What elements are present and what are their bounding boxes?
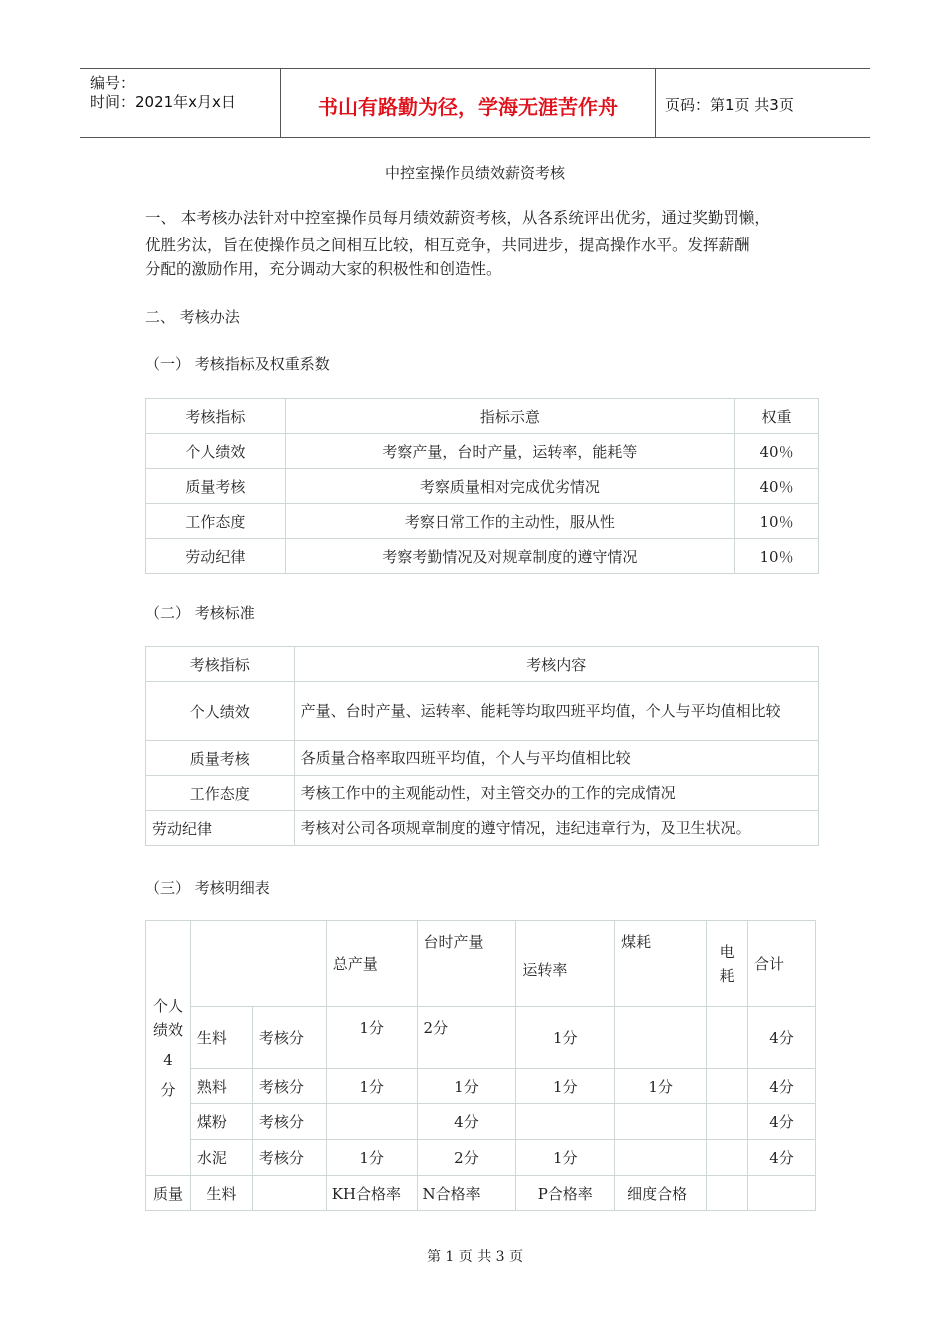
coal-header: 煤耗 <box>615 921 707 1007</box>
table-row <box>146 811 819 846</box>
header-cell: 考核指标 <box>146 647 295 682</box>
rate-cell: 1分 <box>516 1069 615 1104</box>
description-cell: 考察质量相对完成优劣情况 <box>285 469 734 504</box>
time-label: 时间：2021年x月x日 <box>90 93 236 111</box>
p-rate-cell: P合格率 <box>516 1176 615 1211</box>
power-cell <box>707 1007 748 1069</box>
standard-table <box>145 646 819 846</box>
material-cell: 生料 <box>190 1176 252 1211</box>
fineness-rate-cell: 细度合格 <box>615 1176 707 1211</box>
header-cell: 权重 <box>735 399 819 434</box>
document-header <box>80 68 870 138</box>
hourly-cell: 1分 <box>417 1069 516 1104</box>
content-cell: 考核对公司各项规章制度的遵守情况，违纪违章行为，及卫生状况。 <box>294 811 818 846</box>
material-cell: 水泥 <box>190 1140 252 1176</box>
header-cell: 考核内容 <box>294 647 818 682</box>
coal-cell: 1分 <box>615 1069 707 1104</box>
section1-line1: 一、 本考核办法针对中控室操作员每月绩效薪资考核，从各系统评出优劣，通过奖勤罚懒， <box>145 209 770 227</box>
empty-header-cell <box>190 921 326 1007</box>
empty-cell <box>252 1176 326 1211</box>
material-cell: 生料 <box>190 1007 252 1069</box>
rate-cell: 1分 <box>516 1007 615 1069</box>
table-row <box>146 539 819 574</box>
table-header-row <box>146 921 816 1007</box>
sum-cell: 4分 <box>748 1104 816 1140</box>
content-cell: 考核工作中的主观能动性，对主管交办的工作的完成情况 <box>294 776 818 811</box>
subsection3-heading: （三） 考核明细表 <box>145 879 270 897</box>
table-header-row <box>146 647 819 682</box>
power-header-line2: 耗 <box>719 966 735 985</box>
header-page-cell <box>655 69 870 137</box>
indicator-cell: 个人绩效 <box>146 434 286 469</box>
content-cell: 各质量合格率取四班平均值，个人与平均值相比较 <box>294 741 818 776</box>
indicator-cell: 工作态度 <box>146 504 286 539</box>
power-header-line1: 电 <box>719 942 735 961</box>
table-row <box>146 469 819 504</box>
content-cell: 产量、台时产量、运转率、能耗等均取四班平均值，个人与平均值相比较 <box>294 682 818 741</box>
group-label-line4: 分 <box>160 1081 176 1099</box>
n-rate-cell: N合格率 <box>417 1176 516 1211</box>
table-row <box>146 1007 816 1069</box>
page-label: 页码：第1页 共3页 <box>665 96 794 114</box>
indicator-cell: 工作态度 <box>146 776 295 811</box>
header-cell: 指标示意 <box>285 399 734 434</box>
coal-cell <box>615 1007 707 1069</box>
table-row <box>146 1140 816 1176</box>
sum-cell: 4分 <box>748 1007 816 1069</box>
quality-label-cell: 质量 <box>146 1176 191 1211</box>
coal-cell <box>615 1140 707 1176</box>
coal-cell <box>615 1104 707 1140</box>
material-cell: 熟料 <box>190 1069 252 1104</box>
indicator-cell: 劳动纪律 <box>146 539 286 574</box>
section1-line2: 优胜劣汰，旨在使操作员之间相互比较，相互竞争，共同进步，提高操作水平。发挥薪酬 <box>145 236 750 254</box>
quality-row <box>146 1176 816 1211</box>
indicator-cell: 质量考核 <box>146 469 286 504</box>
power-header <box>707 921 748 1007</box>
table-row <box>146 776 819 811</box>
operation-rate-header: 运转率 <box>516 921 615 1007</box>
detail-table <box>145 920 816 1211</box>
table-header-row <box>146 399 819 434</box>
table-row <box>146 504 819 539</box>
description-cell: 考察考勤情况及对规章制度的遵守情况 <box>285 539 734 574</box>
hourly-output-header: 台时产量 <box>417 921 516 1007</box>
page-footer: 第 1 页 共 3 页 <box>426 1249 524 1265</box>
subsection1-heading: （一） 考核指标及权重系数 <box>145 355 330 373</box>
type-cell: 考核分 <box>252 1104 326 1140</box>
power-cell <box>707 1104 748 1140</box>
weight-cell: 10％ <box>735 539 819 574</box>
header-motto-cell <box>280 69 656 137</box>
rate-cell <box>516 1104 615 1140</box>
group-label-line2: 绩效 <box>152 1021 183 1039</box>
table-row <box>146 434 819 469</box>
table-row <box>146 1069 816 1104</box>
total-cell: 1分 <box>326 1007 417 1069</box>
empty-cell <box>748 1176 816 1211</box>
rate-cell: 1分 <box>516 1140 615 1176</box>
indicator-cell: 质量考核 <box>146 741 295 776</box>
total-output-header: 总产量 <box>326 921 417 1007</box>
table-row <box>146 1104 816 1140</box>
type-cell: 考核分 <box>252 1140 326 1176</box>
empty-cell <box>707 1176 748 1211</box>
header-meta-cell <box>80 69 280 137</box>
group-label-cell <box>146 921 191 1176</box>
subsection2-heading: （二） 考核标准 <box>145 604 255 622</box>
weight-cell: 40％ <box>735 434 819 469</box>
sum-cell: 4分 <box>748 1069 816 1104</box>
weight-cell: 40％ <box>735 469 819 504</box>
section2-heading: 二、 考核办法 <box>145 308 240 326</box>
header-cell: 考核指标 <box>146 399 286 434</box>
description-cell: 考察产量，台时产量，运转率，能耗等 <box>285 434 734 469</box>
table-row <box>146 741 819 776</box>
kh-rate-cell: KH合格率 <box>326 1176 417 1211</box>
section1-line3: 分配的激励作用，充分调动大家的积极性和创造性。 <box>145 260 502 278</box>
group-label-line1: 个人 <box>152 997 183 1015</box>
number-label: 编号： <box>90 74 136 92</box>
total-cell: 1分 <box>326 1069 417 1104</box>
hourly-cell: 2分 <box>417 1007 516 1069</box>
sum-header: 合计 <box>748 921 816 1007</box>
motto: 书山有路勤为径，学海无涯苦作舟 <box>318 95 618 119</box>
type-cell: 考核分 <box>252 1069 326 1104</box>
weight-cell: 10％ <box>735 504 819 539</box>
hourly-cell: 2分 <box>417 1140 516 1176</box>
power-cell <box>707 1069 748 1104</box>
power-cell <box>707 1140 748 1176</box>
indicator-cell: 劳动纪律 <box>146 811 295 846</box>
total-cell: 1分 <box>326 1140 417 1176</box>
table-row <box>146 682 819 741</box>
material-cell: 煤粉 <box>190 1104 252 1140</box>
document-title: 中控室操作员绩效薪资考核 <box>384 164 565 182</box>
hourly-cell: 4分 <box>417 1104 516 1140</box>
weight-table <box>145 398 819 574</box>
group-label-line3: 4 <box>163 1051 173 1069</box>
description-cell: 考察日常工作的主动性，服从性 <box>285 504 734 539</box>
sum-cell: 4分 <box>748 1140 816 1176</box>
total-cell <box>326 1104 417 1140</box>
indicator-cell: 个人绩效 <box>146 682 295 741</box>
type-cell: 考核分 <box>252 1007 326 1069</box>
